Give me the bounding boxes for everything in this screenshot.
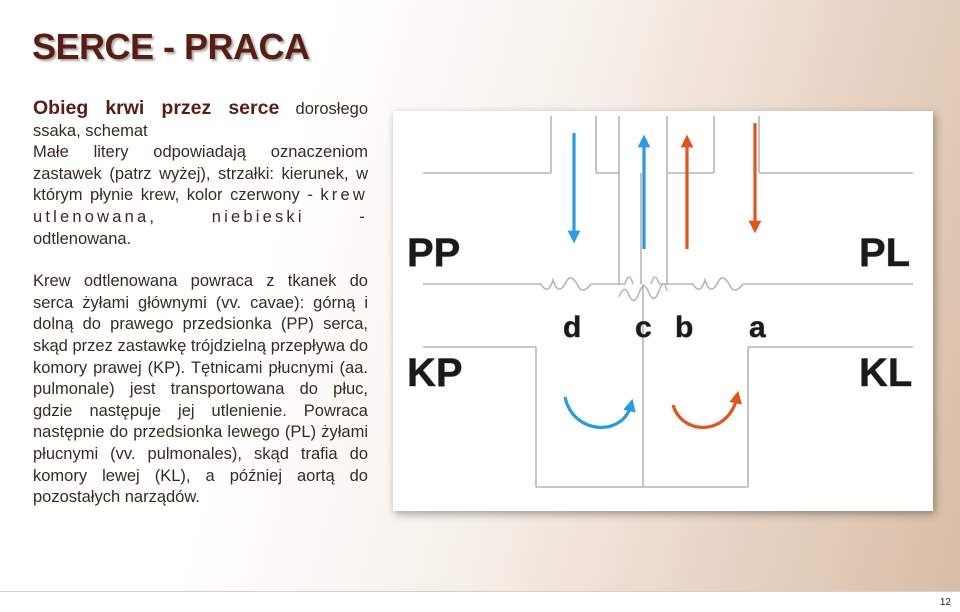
heart-diagram [393, 111, 933, 511]
chamber-labels [407, 231, 912, 395]
legend-spaced-text: krew utlenowana, niebieski - [33, 186, 368, 226]
page-number: 12 [939, 597, 951, 608]
blood-flow-arrows [565, 123, 755, 427]
intro-paragraph [33, 98, 368, 250]
label-kl: KL [859, 351, 913, 395]
footer-bar [0, 591, 960, 612]
label-pl: PL [859, 231, 911, 275]
valve-label-b: b [675, 311, 694, 344]
slide-title: SERCE - PRACA [32, 26, 310, 67]
label-kp: KP [407, 351, 463, 395]
valve-label-c: c [635, 311, 652, 344]
left-ventricle-arrow [673, 397, 737, 427]
chamber-walls [423, 116, 913, 487]
description-text [33, 98, 368, 509]
legend-end-text: odtlenowana. [33, 229, 132, 248]
circulation-paragraph: Krew odtlenowana powraca z tkanek do serca żyłami głównymi (vv. cavae): górną i dolną do prawego przedsionka (PP) serca, skąd przez zastawkę trójdzielną przepływa do komory prawej (KP). Tętnicami płucnymi (aa. pulmonale) jest transportowana do płuc, gdzie następuje jej utlenienie. Powraca następnie do przedsionka lewego (PL) żyłami płucnymi (vv. pulmonales), skąd trafia do komory lewej (KL), a później aortą do pozostałych narządów. [33, 272, 368, 507]
valve-label-a: a [749, 311, 766, 344]
intro-bold: Obieg krwi przez serce [33, 97, 280, 119]
valve-label-d: d [563, 311, 582, 344]
intro-rest: dorosłego ssaka, schemat [33, 100, 368, 140]
valve-marks [541, 277, 743, 301]
label-pp: PP [407, 231, 461, 275]
right-ventricle-arrow [565, 397, 631, 427]
legend-text: Małe litery odpowiadają oznaczeniom zastawek (patrz wyżej), strzałki: kierunek, w którym płynie krew, kolor czerwony - [33, 143, 368, 205]
